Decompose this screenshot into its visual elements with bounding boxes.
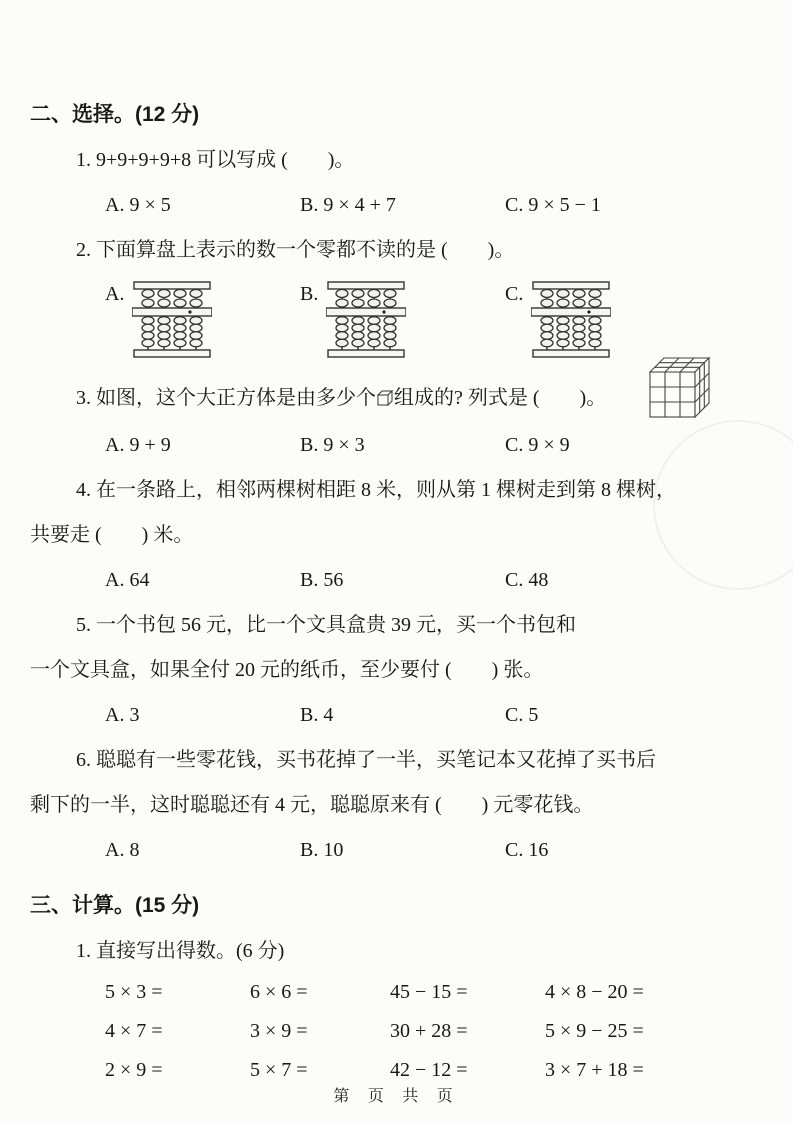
question-6-text-line2: 剩下的一半，这时聪聪还有 4 元，聪聪原来有 ( ) 元零花钱。 — [30, 794, 594, 816]
option-b: B. 4 — [300, 704, 334, 726]
section-choice-title: 二、选择。(12 分) — [30, 103, 200, 126]
option-a: A. 8 — [105, 839, 140, 861]
abacus-icon — [326, 279, 406, 368]
question-6-options — [105, 828, 757, 873]
question-3-text-after: 组成的? 列式是 ( )。 — [394, 387, 607, 409]
question-4-text-line2: 共要走 ( ) 米。 — [30, 524, 194, 546]
abacus-icon — [531, 279, 611, 368]
calc-problem: 45 − 15 = — [390, 981, 468, 1003]
question-4 — [30, 468, 757, 603]
question-6 — [30, 738, 757, 873]
question-5-text-line2: 一个文具盒，如果全付 20 元的纸币，至少要付 ( ) 张。 — [30, 659, 544, 681]
calc-problem: 4 × 7 = — [105, 1020, 163, 1042]
option-a-label: A. — [105, 283, 125, 305]
calc-problem: 5 × 9 − 25 = — [545, 1020, 644, 1042]
question-4-text-line1: 4. 在一条路上，相邻两棵树相距 8 米，则从第 1 棵树走到第 8 棵树， — [76, 479, 676, 501]
option-b-label: B. — [300, 283, 319, 305]
calc-problem: 3 × 7 + 18 = — [545, 1059, 644, 1081]
calc-problem: 3 × 9 = — [250, 1020, 308, 1042]
option-c: C. 5 — [505, 704, 539, 726]
option-a: A. 9 × 5 — [105, 194, 171, 216]
option-c: C. 9 × 9 — [505, 434, 570, 456]
option-a: A. 64 — [105, 569, 150, 591]
small-cube-icon — [377, 378, 393, 423]
calc-sub1-title: 1. 直接写出得数。(6 分) — [76, 940, 285, 962]
option-a: A. 9 + 9 — [105, 434, 171, 456]
question-1-options — [105, 183, 757, 228]
option-c: C. 16 — [505, 839, 549, 861]
calc-problem: 6 × 6 = — [250, 981, 308, 1003]
abacus-icon — [132, 279, 212, 368]
calc-problem: 4 × 8 − 20 = — [545, 981, 644, 1003]
question-6-text-line1: 6. 聪聪有一些零花钱，买书花掉了一半，买笔记本又花掉了买书后 — [76, 749, 656, 771]
option-c-label: C. — [505, 283, 524, 305]
section-calc-title: 三、计算。(15 分) — [30, 894, 200, 917]
option-b-abacus — [300, 279, 505, 368]
question-3-text-before: 3. 如图，这个大正方体是由多少个 — [76, 387, 376, 409]
calc-problem: 42 − 12 = — [390, 1059, 468, 1081]
question-5 — [30, 603, 757, 738]
calc-problem: 5 × 7 = — [250, 1059, 308, 1081]
calc-problem: 5 × 3 = — [105, 981, 163, 1003]
option-b: B. 10 — [300, 839, 344, 861]
question-3-options — [105, 423, 757, 468]
question-5-text-line1: 5. 一个书包 56 元，比一个文具盒贵 39 元，买一个书包和 — [76, 614, 576, 636]
question-2-text: 2. 下面算盘上表示的数一个零都不读的是 ( )。 — [76, 239, 515, 261]
option-b: B. 9 × 4 + 7 — [300, 194, 396, 216]
question-4-options — [105, 558, 757, 603]
calc-problems-grid — [105, 980, 757, 1082]
cube-3x3-icon — [648, 354, 724, 427]
option-b: B. 9 × 3 — [300, 434, 365, 456]
question-5-options — [105, 693, 757, 738]
option-a: A. 3 — [105, 704, 140, 726]
option-a-abacus — [105, 279, 300, 368]
question-1-text: 1. 9+9+9+9+8 可以写成 ( )。 — [76, 149, 355, 171]
page-footer: 第 页 共 页 — [333, 1088, 460, 1105]
option-c: C. 48 — [505, 569, 549, 591]
question-1 — [30, 138, 757, 228]
calc-problem: 30 + 28 = — [390, 1020, 468, 1042]
calc-problem: 2 × 9 = — [105, 1059, 163, 1081]
option-b: B. 56 — [300, 569, 344, 591]
option-c: C. 9 × 5 − 1 — [505, 194, 601, 216]
